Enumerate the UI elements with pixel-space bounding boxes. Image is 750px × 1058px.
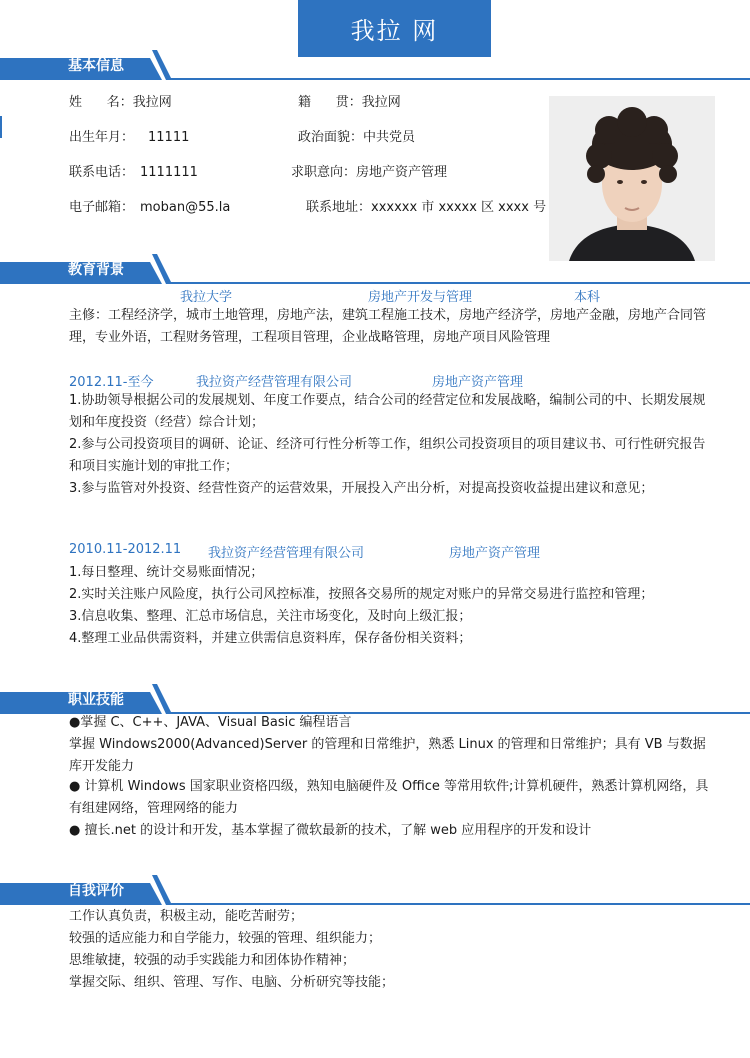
courses: 主修：工程经济学，城市土地管理，房地产法，建筑工程施工技术，房地产经济学，房地产金融，房地产合同管理，专业外语，工程财务管理，工程项目管理，企业战略管理，房地产项目风险管理 bbox=[69, 308, 707, 345]
exp2-company: 我拉资产经营管理有限公司 bbox=[208, 546, 365, 561]
exp2-item: 3.信息收集、整理、汇总市场信息，关注市场变化，及时向上级汇报； bbox=[69, 609, 472, 624]
section-header-skills bbox=[0, 684, 750, 714]
evaluation-item: 掌握交际、组织、管理、写作、电脑、分析研究等技能； bbox=[69, 975, 395, 990]
section-header-evaluation bbox=[0, 875, 750, 905]
skill-item: ● 擅长.net 的设计和开发，基本掌握了微软最新的技术，了解 web 应用程序的开发和设计 bbox=[69, 823, 592, 838]
exp2-item: 1.每日整理、统计交易账面情况； bbox=[69, 565, 264, 580]
skill-item: 掌握 Windows2000(Advanced)Server 的管理和日常维护，熟悉 Linux 的管理和日常维护；具有 VB 与数据库开发能力 bbox=[69, 737, 706, 774]
field-origin bbox=[298, 91, 401, 110]
exp2-item: 4.整理工业品供需资料，并建立供需信息资料库，保存备份相关资料； bbox=[69, 631, 472, 646]
birth-label: 出生年月： bbox=[69, 130, 135, 145]
origin-value: 我拉网 bbox=[361, 95, 401, 110]
origin-label: 籍 贯： bbox=[298, 95, 362, 110]
field-phone bbox=[69, 161, 198, 180]
political-value: 中共党员 bbox=[363, 130, 416, 145]
left-accent-mark bbox=[0, 116, 2, 138]
exp1-item: 2.参与公司投资项目的调研、论证、经济可行性分析等工作，组织公司投资项目的项目建议书、可行性研究报告和项目实施计划的审批工作； bbox=[69, 437, 706, 474]
exp1-item: 1.协助领导根据公司的发展规划、年度工作要点，结合公司的经营定位和发展战略，编制公司的中、长期发展规划和年度投资（经营）综合计划； bbox=[69, 393, 706, 430]
phone-label: 联系电话： bbox=[69, 165, 135, 180]
field-email bbox=[69, 196, 230, 215]
address-label: 联系地址： bbox=[306, 200, 372, 215]
skill-item: ● 计算机 Windows 国家职业资格四级，熟知电脑硬件及 Office 等常用软件;计算机硬件，熟悉计算机网络，具有组建网络，管理网络的能力 bbox=[69, 779, 709, 816]
exp2-item: 2.实时关注账户风险度，执行公司风控标准，按照各交易所的规定对账户的异常交易进行监控和管理； bbox=[69, 587, 654, 602]
exp1-period: 2012.11-至今 bbox=[69, 375, 154, 390]
degree: 本科 bbox=[574, 290, 601, 305]
evaluation-item: 工作认真负责，积极主动，能吃苦耐劳； bbox=[69, 909, 304, 924]
name-label: 姓 名： bbox=[69, 95, 133, 110]
evaluation-item: 思维敏捷，较强的动手实践能力和团体协作精神； bbox=[69, 953, 356, 968]
name-value: 我拉网 bbox=[132, 95, 172, 110]
section-title: 自我评价 bbox=[68, 883, 124, 899]
school: 我拉大学 bbox=[180, 290, 233, 305]
address-value: xxxxxx 市 xxxxx 区 xxxx 号 bbox=[371, 200, 547, 215]
section-header-basic bbox=[0, 50, 750, 80]
exp2-period: 2010.11-2012.11 bbox=[69, 542, 182, 557]
section-title: 教育背景 bbox=[68, 262, 124, 278]
section-header-education bbox=[0, 254, 750, 284]
exp2-position: 房地产资产管理 bbox=[449, 546, 541, 561]
evaluation-item: 较强的适应能力和自学能力，较强的管理、组织能力； bbox=[69, 931, 382, 946]
resume-title: 我拉 网 bbox=[298, 0, 491, 57]
major: 房地产开发与管理 bbox=[368, 290, 473, 305]
section-title: 基本信息 bbox=[68, 58, 124, 74]
email-value: moban@55.la bbox=[140, 200, 231, 215]
exp1-item: 3.参与监管对外投资、经营性资产的运营效果，开展投入产出分析，对提高投资收益提出建议和意见； bbox=[69, 481, 654, 496]
political-label: 政治面貌： bbox=[298, 130, 364, 145]
birth-value: 11111 bbox=[148, 130, 190, 145]
field-intent bbox=[291, 161, 447, 180]
field-name bbox=[69, 91, 172, 110]
phone-value: 1111111 bbox=[140, 165, 198, 180]
intent-value: 房地产资产管理 bbox=[356, 165, 448, 180]
profile-photo bbox=[549, 96, 715, 261]
skill-item: ●掌握 C、C++、JAVA、Visual Basic 编程语言 bbox=[69, 715, 352, 730]
intent-label: 求职意向： bbox=[291, 165, 357, 180]
field-address bbox=[306, 196, 546, 215]
field-birth bbox=[69, 126, 189, 145]
field-political bbox=[298, 126, 415, 145]
exp1-company: 我拉资产经营管理有限公司 bbox=[196, 375, 353, 390]
section-title: 职业技能 bbox=[68, 692, 124, 708]
email-label: 电子邮箱： bbox=[69, 200, 135, 215]
exp1-position: 房地产资产管理 bbox=[432, 375, 524, 390]
